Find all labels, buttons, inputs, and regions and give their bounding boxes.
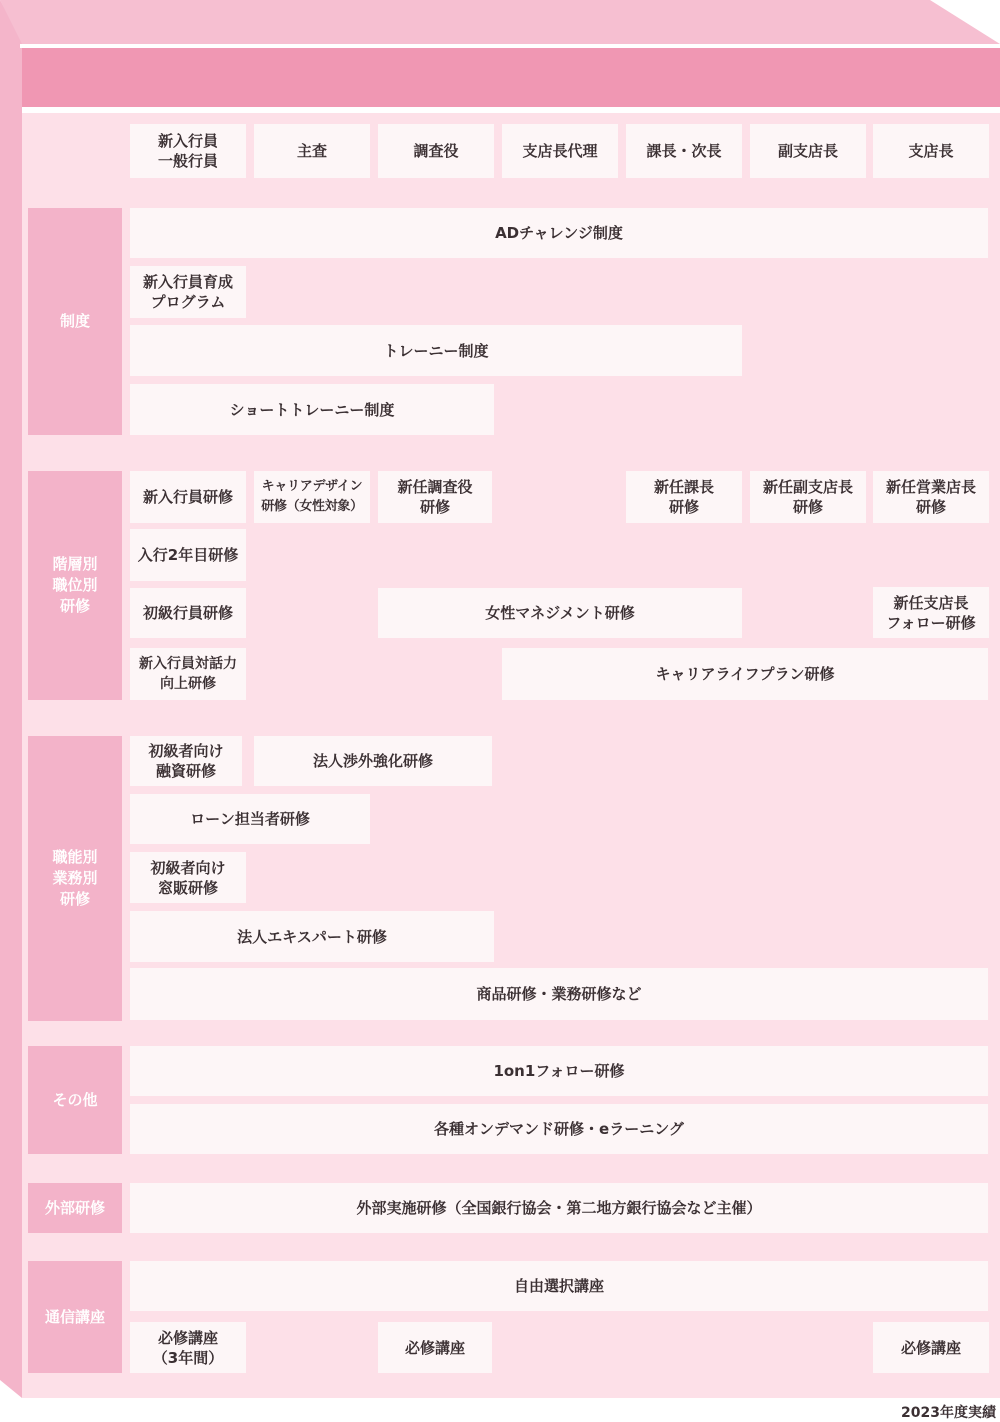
- item-shinnin-fuku-shitencho: 新任副支店長 研修: [750, 471, 866, 523]
- header-fuku-shitencho: 副支店長: [750, 124, 866, 178]
- item-hisshu-3nen: 必修講座 （3年間）: [130, 1322, 246, 1373]
- footnote-year: 2023年度実績: [901, 1405, 996, 1421]
- header-shitencho-dairi: 支店長代理: [502, 124, 618, 178]
- item-short-trainee: ショートトレーニー制度: [130, 384, 494, 435]
- item-madohan-kenshu: 初級者向け 窓販研修: [130, 852, 246, 903]
- item-shinnin-chosayaku: 新任調査役 研修: [378, 471, 492, 523]
- item-taiwaryoku: 新入行員対話力 向上研修: [130, 648, 246, 700]
- item-hisshu-chosayaku: 必修講座: [378, 1322, 492, 1373]
- item-gaibu-jisshi: 外部実施研修（全国銀行協会・第二地方銀行協会など主催）: [130, 1183, 988, 1233]
- box-left-face: [0, 0, 22, 1398]
- item-shinnyu-kenshu: 新入行員研修: [130, 471, 246, 523]
- header-chosayaku: 調査役: [378, 124, 494, 178]
- header-band: [22, 48, 1000, 107]
- category-kaiso: 階層別 職位別 研修: [28, 471, 122, 700]
- item-hojin-expert: 法人エキスパート研修: [130, 911, 494, 962]
- item-ikusei-program: 新入行員育成 プログラム: [130, 266, 246, 318]
- item-josei-management: 女性マネジメント研修: [378, 588, 742, 638]
- category-sonota: その他: [28, 1046, 122, 1154]
- header-new-employee: 新入行員 一般行員: [130, 124, 246, 178]
- item-nyuko-2nenme: 入行2年目研修: [130, 529, 246, 581]
- item-loan-tanto: ローン担当者研修: [130, 794, 370, 844]
- item-trainee: トレーニー制度: [130, 325, 742, 376]
- category-seido: 制度: [28, 208, 122, 435]
- category-gaibu: 外部研修: [28, 1183, 122, 1233]
- item-shinnin-eigyo-tencho: 新任営業店長 研修: [873, 471, 989, 523]
- item-ad-challenge: ADチャレンジ制度: [130, 208, 988, 258]
- item-yushi-kenshu: 初級者向け 融資研修: [130, 736, 242, 786]
- category-shokuno: 職能別 業務別 研修: [28, 736, 122, 1021]
- item-career-design: キャリアデザイン 研修（女性対象）: [254, 471, 370, 523]
- item-shinnin-kacho: 新任課長 研修: [626, 471, 742, 523]
- item-ondemand: 各種オンデマンド研修・eラーニング: [130, 1104, 988, 1154]
- item-1on1-follow: 1on1フォロー研修: [130, 1046, 988, 1096]
- header-shusa: 主査: [254, 124, 370, 178]
- item-shohin-gyomu: 商品研修・業務研修など: [130, 968, 988, 1020]
- item-shinnin-shitencho-follow: 新任支店長 フォロー研修: [873, 587, 989, 638]
- item-hojin-shogai: 法人渉外強化研修: [254, 736, 492, 786]
- item-career-life-plan: キャリアライフプラン研修: [502, 648, 988, 700]
- category-tsushin: 通信講座: [28, 1261, 122, 1373]
- header-kacho-jicho: 課長・次長: [626, 124, 742, 178]
- item-shokyu-koin: 初級行員研修: [130, 588, 246, 638]
- item-jiyu-sentaku: 自由選択講座: [130, 1261, 988, 1311]
- box-top-face: [0, 0, 1000, 44]
- header-shitencho: 支店長: [873, 124, 989, 178]
- item-hisshu-shitencho: 必修講座: [873, 1322, 989, 1373]
